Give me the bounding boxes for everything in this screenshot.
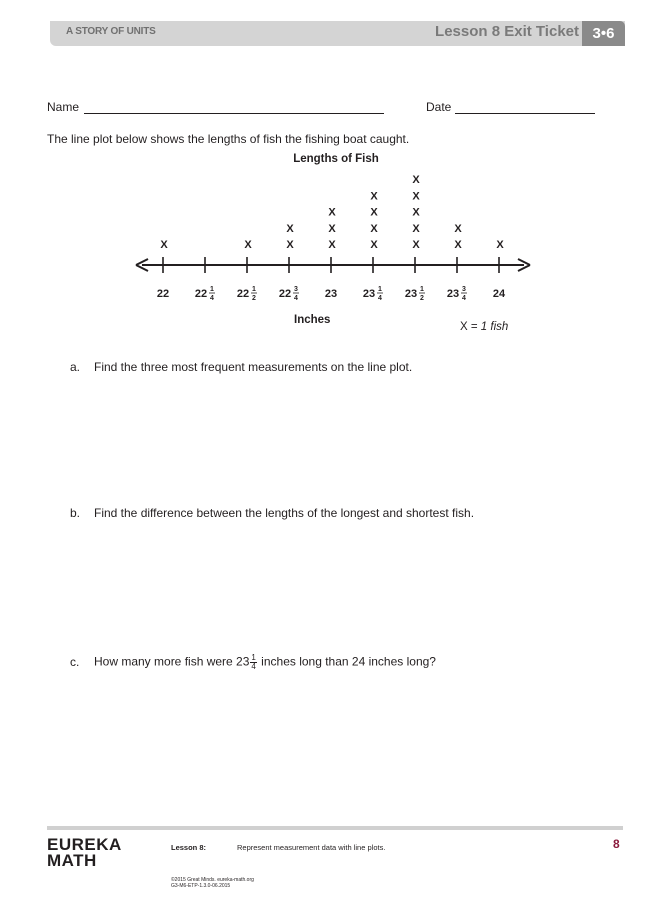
series-title: A STORY OF UNITS — [66, 26, 156, 37]
tick-label-denominator: 4 — [378, 295, 382, 302]
fish-x-mark: X — [412, 222, 420, 235]
fish-x-mark: X — [286, 222, 294, 235]
fraction-numerator: 1 — [251, 653, 256, 662]
fish-x-mark: X — [412, 190, 420, 203]
footer-description: Represent measurement data with line plots. — [237, 843, 386, 852]
fish-x-mark: X — [244, 239, 252, 251]
fish-x-mark: X — [412, 239, 420, 251]
eureka-math-logo — [47, 837, 122, 869]
question-text: Find the difference between the lengths of the longest and shortest fish. — [94, 506, 475, 520]
question-text-after: inches long than 24 inches long? — [257, 654, 436, 669]
fish-x-mark: X — [370, 206, 378, 219]
fish-x-mark: X — [328, 206, 336, 219]
fish-x-mark: X — [328, 222, 336, 235]
date-field-line[interactable] — [455, 113, 595, 114]
tick-label-numerator: 1 — [252, 286, 256, 293]
copyright — [171, 877, 254, 889]
fish-x-mark: X — [412, 174, 420, 187]
tick-label-whole: 23 — [324, 288, 338, 300]
footer-bar — [47, 826, 623, 830]
name-label: Name — [47, 100, 80, 114]
page-number: 8 — [613, 837, 620, 851]
legend-unit: 1 fish — [480, 321, 509, 333]
x-axis-label: Inches — [294, 314, 331, 326]
fraction-denominator: 4 — [251, 662, 256, 671]
tick-label-whole: 22 — [194, 288, 208, 300]
tick-label-denominator: 2 — [252, 295, 256, 302]
tick-label-whole: 23 — [404, 288, 418, 300]
question-fraction — [250, 654, 256, 671]
chart-title: Lengths of Fish — [293, 153, 379, 165]
fish-x-mark: X — [370, 239, 378, 251]
question-c — [70, 654, 436, 671]
tick-label-denominator: 4 — [210, 295, 214, 302]
tick-label-numerator: 3 — [294, 286, 298, 293]
tick-label-denominator: 4 — [462, 295, 466, 302]
fish-x-mark: X — [286, 239, 294, 251]
left-arrow-icon — [136, 259, 148, 271]
question-letter: b. — [70, 506, 81, 520]
tick-label-numerator: 3 — [462, 286, 466, 293]
logo-line-1: EUREKA — [47, 835, 122, 854]
fish-x-mark: X — [496, 239, 504, 251]
tick-label-whole: 23 — [446, 288, 460, 300]
tick-label-whole: 22 — [236, 288, 250, 300]
question-text: Find the three most frequent measurements on the line plot. — [94, 360, 413, 374]
tick-label-numerator: 1 — [378, 286, 382, 293]
footer-lesson: Lesson 8: — [171, 843, 207, 852]
question-b — [70, 506, 474, 520]
intro-text: The line plot below shows the lengths of fish the fishing boat caught. — [47, 132, 410, 146]
copyright-line-1: ©2015 Great Minds. eureka-math.org — [171, 877, 254, 883]
name-field-line[interactable] — [84, 113, 384, 114]
copyright-line-2: G3-M6-ETP-1.3.0-06.2015 — [171, 883, 231, 889]
tick-label-whole: 22 — [156, 288, 170, 300]
tick-label-whole: 24 — [492, 288, 506, 300]
logo-line-2: MATH — [47, 851, 97, 870]
fish-x-mark: X — [370, 222, 378, 235]
fish-x-mark: X — [328, 239, 336, 251]
fish-x-mark: X — [454, 222, 462, 235]
right-arrow-icon — [518, 259, 530, 271]
legend — [460, 321, 508, 333]
fish-x-mark: X — [454, 239, 462, 251]
fish-x-mark: X — [370, 190, 378, 203]
tick-label-whole: 23 — [362, 288, 376, 300]
fish-x-mark: X — [412, 206, 420, 219]
tick-label-denominator: 2 — [420, 295, 424, 302]
legend-prefix: X = — [460, 321, 481, 333]
lesson-title: Lesson 8 Exit Ticket — [435, 23, 579, 40]
date-label: Date — [426, 100, 452, 114]
tick-label-whole: 22 — [278, 288, 292, 300]
tick-label-numerator: 1 — [210, 286, 214, 293]
question-letter: c. — [70, 654, 80, 669]
fish-x-mark: X — [160, 239, 168, 251]
grade-module-badge: 3•6 — [582, 21, 625, 46]
tick-label-denominator: 4 — [294, 295, 298, 302]
question-a — [70, 360, 412, 374]
question-text-before: How many more fish were 23 — [94, 654, 250, 669]
tick-label-numerator: 1 — [420, 286, 424, 293]
question-letter: a. — [70, 360, 81, 374]
